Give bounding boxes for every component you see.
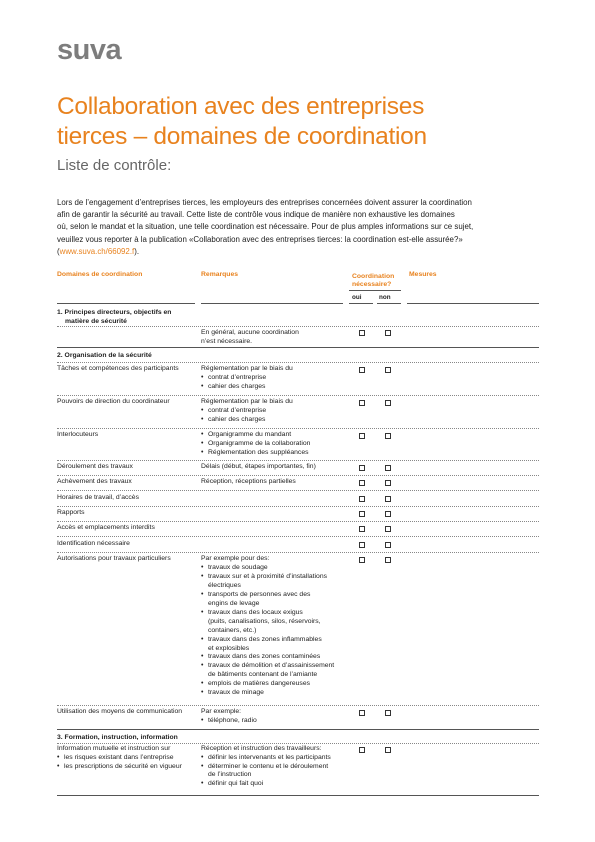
- checkbox-yes[interactable]: [359, 526, 365, 532]
- header-rule: [57, 303, 195, 304]
- checkbox-no[interactable]: [385, 747, 391, 753]
- row-separator: [57, 743, 539, 744]
- checkbox-yes[interactable]: [359, 511, 365, 517]
- checkbox-yes[interactable]: [359, 433, 365, 439]
- checkbox-yes[interactable]: [359, 330, 365, 336]
- checkbox-yes[interactable]: [359, 496, 365, 502]
- checkbox-yes[interactable]: [359, 557, 365, 563]
- checkbox-no[interactable]: [385, 542, 391, 548]
- header-rule: [201, 303, 343, 304]
- row-separator: [57, 326, 539, 327]
- header-rule: [407, 303, 539, 304]
- checkbox-yes[interactable]: [359, 710, 365, 716]
- checkbox-yes[interactable]: [359, 542, 365, 548]
- checkbox-no[interactable]: [385, 330, 391, 336]
- checkbox-no[interactable]: [385, 557, 391, 563]
- header-coordination: Coordination nécessaire?: [352, 273, 395, 288]
- header-rule: [349, 290, 401, 291]
- checkbox-yes[interactable]: [359, 480, 365, 486]
- row-separator: [57, 395, 539, 396]
- checkbox-yes[interactable]: [359, 367, 365, 373]
- header-yes: oui: [352, 294, 362, 301]
- row-separator: [57, 490, 539, 491]
- intro-paragraph: Lors de l’engagement d’entreprises tierces, les employeurs des entreprises concernées doivent assurer la coordination afin de garantir la sécurité au travail. Cette liste de contrôle vous indique de manière non exhaustive les domaines où, selon le mandat et la situation, une telle coordination est nécessaire. Pour de plus amples informations sur ce sujet, veuillez vous reporter à la publication «Collaboration avec des entreprises tierces: la coordination est-elle assurée?» (www.suva.ch/66092.f).: [57, 198, 474, 256]
- section-rule: [57, 795, 539, 796]
- checkbox-no[interactable]: [385, 496, 391, 502]
- row-separator: [57, 362, 539, 363]
- row-separator: [57, 506, 539, 507]
- header-measures: Mesures: [409, 271, 437, 278]
- header-domains: Domaines de coordination: [57, 271, 143, 278]
- checkbox-no[interactable]: [385, 511, 391, 517]
- row-separator: [57, 536, 539, 537]
- row-separator: [57, 428, 539, 429]
- checkbox-no[interactable]: [385, 710, 391, 716]
- checkbox-no[interactable]: [385, 400, 391, 406]
- row-separator: [57, 475, 539, 476]
- checkbox-no[interactable]: [385, 367, 391, 373]
- section-rule: [57, 729, 539, 730]
- page-title: Collaboration avec des entreprises tierces – domaines de coordination: [57, 93, 427, 150]
- header-no: non: [379, 294, 391, 301]
- suva-logo: suva: [57, 34, 122, 66]
- page-subtitle: Liste de contrôle:: [57, 157, 172, 174]
- checkbox-no[interactable]: [385, 433, 391, 439]
- header-rule: [377, 303, 401, 304]
- row-separator: [57, 521, 539, 522]
- row-separator: [57, 552, 539, 553]
- publication-link[interactable]: www.suva.ch/66092.f: [59, 246, 135, 256]
- checkbox-yes[interactable]: [359, 465, 365, 471]
- header-rule: [349, 303, 373, 304]
- checkbox-yes[interactable]: [359, 400, 365, 406]
- row-separator: [57, 705, 539, 706]
- checkbox-yes[interactable]: [359, 747, 365, 753]
- checkbox-no[interactable]: [385, 480, 391, 486]
- checkbox-no[interactable]: [385, 465, 391, 471]
- checkbox-no[interactable]: [385, 526, 391, 532]
- section-rule: [57, 347, 539, 348]
- header-remarks: Remarques: [201, 271, 239, 278]
- row-separator: [57, 460, 539, 461]
